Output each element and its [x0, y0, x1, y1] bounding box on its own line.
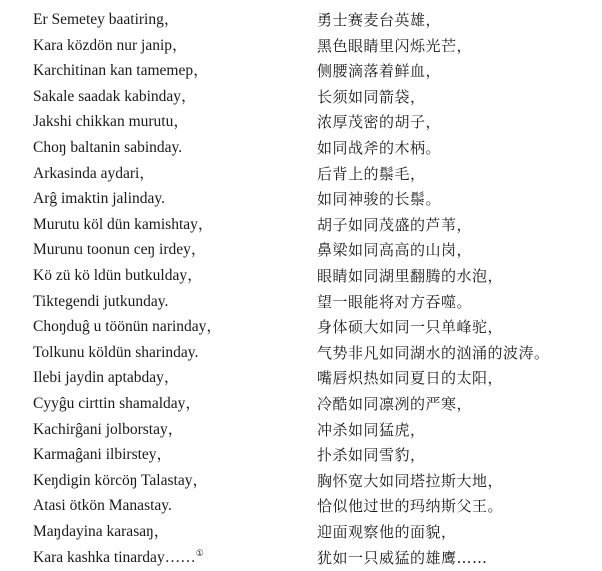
verse-line [0, 392, 602, 418]
footnote-marker[interactable]: ① [195, 547, 204, 558]
kyrgyz-verse: Arĝ imaktin jalinday. [33, 190, 166, 208]
kyrgyz-verse: Tiktegendi jutkunday. [33, 292, 169, 310]
chinese-translation: 鼻梁如同高高的山岗， [317, 241, 473, 260]
verse-line [0, 366, 602, 392]
kyrgyz-verse: Arkasinda aydari， [33, 164, 155, 182]
kyrgyz-verse: Choŋ baltanin sabinday. [33, 139, 183, 156]
kyrgyz-verse: Karchitinan kan tamemep， [33, 62, 209, 80]
chinese-translation: 黑色眼睛里闪烁光芒， [317, 36, 473, 55]
verse-line [0, 8, 602, 34]
kyrgyz-verse: Ilebi jaydin aptabday， [33, 369, 180, 387]
chinese-translation: 勇士赛麦台英雄， [317, 11, 442, 29]
kyrgyz-verse-text: Kara kashka tinarday…… [33, 548, 196, 566]
verse-line [0, 546, 602, 571]
verse-line [0, 59, 602, 85]
kyrgyz-verse: Karmaĝani ilbirstey， [33, 446, 173, 464]
verse-line [0, 341, 602, 367]
verse-line [0, 110, 602, 136]
chinese-translation: 眼睛如同湖里翻腾的水泡， [317, 267, 504, 285]
chinese-translation: 如同神骏的长鬃。 [317, 190, 442, 209]
verse-line [0, 238, 602, 264]
verse-line [0, 494, 602, 520]
chinese-translation: 胸怀宽大如同塔拉斯大地， [317, 471, 504, 490]
chinese-translation: 胡子如同茂盛的芦苇， [317, 215, 473, 234]
kyrgyz-verse: Kö zü kö ldün butkulday， [33, 267, 203, 284]
chinese-translation: 长须如同箭袋， [317, 87, 426, 106]
verse-line [0, 34, 602, 60]
verse-line [0, 85, 602, 111]
chinese-translation: 望一眼能将对方吞噬。 [317, 292, 473, 311]
kyrgyz-verse: Tolkunu köldün sharinday. [33, 343, 199, 361]
kyrgyz-verse: Murunu toonun ceŋ irdey， [33, 241, 207, 259]
chinese-translation: 犹如一只威猛的雄鹰…… [317, 548, 488, 567]
chinese-translation: 如同战斧的木柄。 [317, 139, 442, 157]
chinese-translation: 浓厚茂密的胡子， [317, 113, 442, 132]
chinese-translation: 侧腰滴落着鲜血， [317, 62, 442, 81]
verse-line [0, 187, 602, 213]
kyrgyz-verse: Atasi ötkön Manastay. [33, 497, 172, 515]
verse-line [0, 136, 602, 162]
chinese-translation: 冲杀如同猛虎， [317, 420, 426, 439]
chinese-translation: 气势非凡如同湖水的汹涌的波涛。 [317, 343, 550, 362]
kyrgyz-verse: Cyyĝu cirttin shamalday， [33, 395, 201, 412]
verse-line [0, 418, 602, 444]
chinese-translation: 恰似他过世的玛纳斯父王。 [317, 497, 504, 516]
kyrgyz-verse: Murutu köl dün kamishtay， [33, 215, 214, 233]
chinese-translation: 扑杀如同雪豹， [317, 446, 426, 465]
verse-line [0, 213, 602, 239]
chinese-translation: 嘴唇炽热如同夏日的太阳， [317, 369, 504, 388]
verse-line [0, 315, 602, 341]
chinese-translation: 身体硕大如同一只单峰驼， [317, 318, 504, 337]
chinese-translation: 后背上的鬃毛， [317, 164, 426, 183]
kyrgyz-verse: Kara közdön nur janip， [33, 36, 188, 54]
chinese-translation: 迎面观察他的面貌， [317, 523, 457, 541]
verse-line [0, 162, 602, 188]
verse-line [0, 290, 602, 316]
kyrgyz-verse: Sakale saadak kabinday， [33, 87, 197, 105]
kyrgyz-verse-last [33, 549, 204, 567]
verse-line [0, 443, 602, 469]
kyrgyz-verse: Choŋduĝ u töönün narinday， [33, 318, 222, 336]
kyrgyz-verse: Keŋdigin körcöŋ Talastay， [33, 471, 208, 489]
verse-line [0, 469, 602, 495]
kyrgyz-verse: Kachirĝani jolborstay， [33, 420, 184, 438]
chinese-translation: 冷酷如同凛冽的严寒， [317, 395, 473, 413]
kyrgyz-verse: Jakshi chikkan murutu， [33, 113, 189, 131]
verse-line [0, 264, 602, 290]
verse-line [0, 520, 602, 546]
kyrgyz-verse: Er Semetey baatiring， [33, 11, 180, 28]
kyrgyz-verse: Maŋdayina karasaŋ， [33, 523, 170, 540]
